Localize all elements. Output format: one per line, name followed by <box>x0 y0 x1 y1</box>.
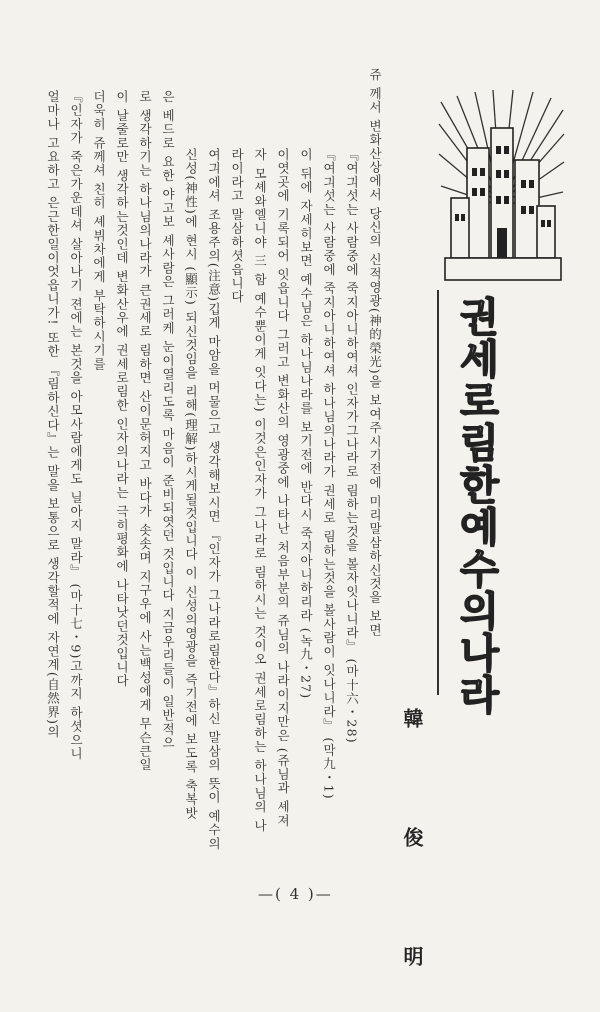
body-column: 여긔에셔 조용주의(注意)깁게 마암을 머물으고 생각해보시면 『인자가 그나라로림한다』하신 말삼의 뜻이 예수의 <box>206 148 222 851</box>
body-column: 『여긔섯는 사람중에 죽지아니하여셔 인자가그나라로 림하는것을 볼자잇나니라』 (마十六・28) <box>344 148 360 744</box>
body-column: 신성(神性)에 현시 (顯示) 되신것임을 리해(理解)하시게될것입니다 이 신성의영광을 즉기전에 보도록 축복밧 <box>183 148 199 821</box>
body-column: 이엿곳에 기록되어 잇읍니다 그러고 변화산의 영광중에 나타난 처음부분의 쥬님의 나라이지만은 (쥬님과 셰져 <box>275 148 291 828</box>
castle-with-rays-icon <box>437 88 565 288</box>
body-column: 로 생각하기는 하나님의나라가 큰권세로 림하면 산이문허지고 바다가 솟솟며 지구우에 사는백성에게 무슨큰일 <box>137 90 153 772</box>
title-rule <box>437 290 439 695</box>
body-column: 라이라고 말삼하셧읍니다 <box>229 148 245 304</box>
body-column: 쥬 께서 변화산상에서 당신의 신적영광(神的榮光)을 보여주시기전에 미리말삼하신것을 보면 <box>367 68 383 637</box>
body-column: 자 모셰와엘니야 三 함 예수뿐이게 잇다는) 이것은인자가 그나라로 림하시는 것이오 권세로림하는 하나님의 나 <box>252 148 268 833</box>
article-title: 권세로림한예수의나라 <box>453 296 499 716</box>
body-column: 『인자가 죽은가운데셔 살아나기 젼에는 본것을 아모사람에게도 닐아지 말라』 (마十七・9)고까지 하셧으니 <box>68 90 84 761</box>
body-column: 『여긔섯는 사람중에 죽지아니하여셔 하나님의나라가 권세로 림하는것을 볼사람이 잇나니라』 (막九・1) <box>321 148 337 800</box>
body-column: 은 베드로 요한 야고보 셰사람은 그러케 눈이열리도록 마음이 준비되엿던 것입니다 지금우리들이 일반적으 <box>160 90 176 750</box>
page-number: —( 4 )— <box>258 885 333 903</box>
author-name: 韓 俊 明 <box>400 708 424 1012</box>
body-column: 이 뒤에 자세히보면 예수님은 하나님나라를 보기전에 반다시 죽지아니하리라 (녹九・27) <box>298 148 314 700</box>
body-column: 더욱히 쥬께셔 친히 셰뷔차에게 부탁하시기를 <box>91 90 107 371</box>
body-column: 이 날줄로만 생각하는것인데 변화산우에 권세로림한 인자의나라는 극히평화에 나타낫던것입니다 <box>114 90 130 688</box>
body-column: 얼마나 고요하고 은근한일이엇읍니가! 또한 『림하신다』는 말을 보통으로 생각할적에 자연계(自然界)의 <box>45 90 61 739</box>
